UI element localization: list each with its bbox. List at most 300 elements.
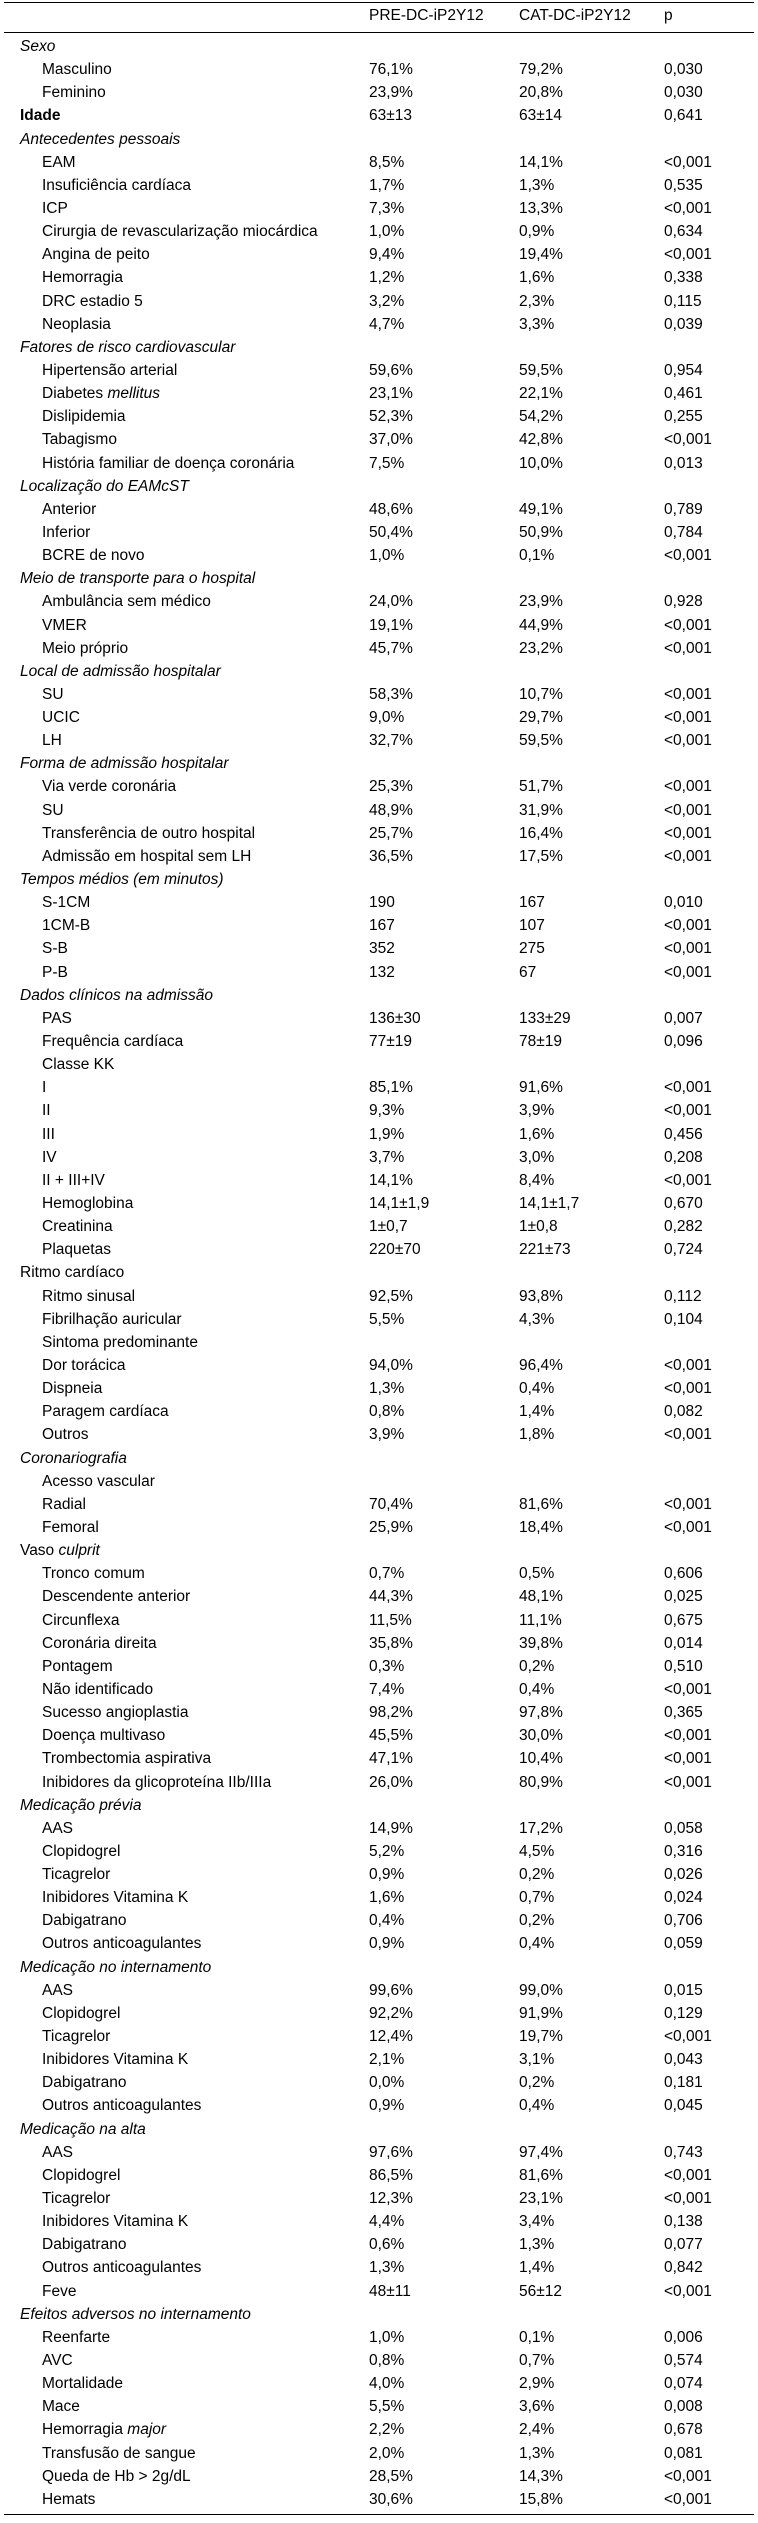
value-cat: 1,4% (519, 2259, 555, 2277)
p-value: 0,678 (664, 2421, 703, 2439)
p-value: <0,001 (664, 1680, 712, 1698)
row-label (42, 2259, 201, 2277)
p-value: 0,670 (664, 1195, 703, 1212)
table-row (0, 869, 758, 892)
value-cat: 107 (519, 917, 545, 935)
row-label-text: Cirurgia de revascularização miocárdica (42, 223, 318, 241)
value-pre: 85,1% (369, 1079, 413, 1097)
row-label-text: Ticagrelor (42, 2190, 111, 2208)
value-pre: 1,3% (369, 1380, 405, 1398)
value-pre: 0,6% (369, 2236, 405, 2254)
value-pre: 50,4% (369, 523, 413, 541)
p-value: <0,001 (664, 199, 712, 217)
row-label (42, 547, 145, 565)
row-label-text: Descendente anterior (42, 1588, 191, 1606)
value-pre: 47,1% (369, 1750, 413, 1768)
table-row (0, 175, 758, 198)
value-cat: 18,4% (519, 1518, 563, 1536)
value-pre: 190 (369, 894, 395, 912)
p-value: <0,001 (664, 801, 712, 819)
row-label (20, 663, 221, 681)
row-label-text: Ritmo cardíaco (20, 1264, 125, 1282)
table-row (0, 591, 758, 614)
row-label (20, 2121, 146, 2139)
row-label (42, 154, 76, 172)
value-cat: 0,5% (519, 1565, 555, 1583)
row-label (42, 1218, 113, 1236)
row-label-text: Hemoglobina (42, 1195, 134, 1212)
row-label-text: Clopidogrel (42, 1842, 121, 1860)
value-pre: 1±0,7 (369, 1218, 408, 1236)
value-pre: 2,1% (369, 2051, 405, 2069)
value-pre: 12,3% (369, 2190, 413, 2208)
row-label (42, 1519, 99, 1537)
value-cat: 4,5% (519, 1842, 555, 1860)
row-label-text: Inibidores Vitamina K (42, 2051, 189, 2069)
value-cat: 19,7% (519, 2028, 563, 2046)
value-pre: 99,6% (369, 1981, 413, 1999)
p-value: 0,461 (664, 385, 703, 403)
p-value: 0,074 (664, 2375, 703, 2393)
row-label-text: Dabigatrano (42, 2236, 127, 2254)
table-row (0, 105, 758, 128)
row-label-text: Medicação prévia (20, 1796, 142, 1814)
row-label-text: Medicação no internamento (20, 1958, 212, 1976)
value-pre: 2,0% (369, 2444, 405, 2462)
value-pre: 44,3% (369, 1588, 413, 1606)
row-label-text: Não identificado (42, 1680, 154, 1698)
row-label-text: Outros anticoagulantes (42, 2097, 202, 2115)
table-header (0, 5, 758, 33)
row-label (42, 1426, 89, 1444)
p-value: <0,001 (664, 940, 712, 958)
p-value: 0,045 (664, 2097, 703, 2115)
value-cat: 0,1% (519, 2328, 555, 2346)
row-label-italic: major (127, 2421, 167, 2439)
value-pre: 1,3% (369, 2259, 405, 2277)
value-pre: 167 (369, 917, 395, 935)
p-value: 0,082 (664, 1403, 703, 1421)
row-label (42, 2190, 110, 2208)
row-label (42, 1403, 169, 1421)
p-value: <0,001 (664, 1079, 712, 1097)
value-pre: 4,4% (369, 2213, 405, 2231)
p-value: 0,030 (664, 61, 703, 79)
p-value: 0,077 (664, 2236, 703, 2254)
table-row (0, 661, 758, 684)
value-pre: 14,1±1,9 (369, 1195, 430, 1212)
table-row (0, 2419, 758, 2442)
value-cat: 23,9% (519, 593, 563, 611)
table-row (0, 1795, 758, 1818)
row-label (42, 1010, 72, 1028)
p-value: 0,059 (664, 1935, 703, 1953)
value-cat: 80,9% (519, 1773, 563, 1791)
table-row (0, 1262, 758, 1285)
row-label (42, 84, 106, 102)
value-pre: 136±30 (369, 1009, 421, 1027)
row-label (42, 640, 128, 658)
value-pre: 48,9% (369, 801, 413, 819)
value-cat: 50,9% (519, 523, 563, 541)
row-label (42, 1056, 114, 1074)
value-cat: 1,6% (519, 1125, 555, 1143)
p-value: <0,001 (664, 2190, 712, 2208)
table-row (0, 337, 758, 360)
value-pre: 1,0% (369, 547, 405, 565)
table-bottom-rule (4, 2514, 754, 2515)
value-cat: 3,4% (519, 2213, 555, 2231)
row-label-text: Feve (42, 2282, 77, 2300)
value-cat: 16,4% (519, 824, 563, 842)
value-cat: 78±19 (519, 1033, 562, 1051)
header-col-p: p (664, 7, 673, 24)
value-cat: 42,8% (519, 431, 563, 449)
value-cat: 97,8% (519, 1704, 563, 1722)
value-cat: 1,3% (519, 2236, 555, 2254)
row-label (42, 917, 90, 935)
p-value: 0,138 (664, 2213, 703, 2231)
table-row (0, 1008, 758, 1031)
table-row (0, 1725, 758, 1748)
row-label-text: Hemats (42, 2490, 96, 2508)
value-pre: 3,9% (369, 1426, 405, 1444)
row-label (20, 987, 213, 1005)
row-label (20, 1542, 100, 1560)
value-cat: 3,3% (519, 315, 555, 333)
value-pre: 35,8% (369, 1634, 413, 1652)
p-value: 0,181 (664, 2074, 703, 2092)
value-cat: 81,6% (519, 2166, 563, 2184)
row-label-text: Tabagismo (42, 431, 117, 449)
row-label (20, 2306, 251, 2324)
table-row (0, 1378, 758, 1401)
value-pre: 23,1% (369, 385, 413, 403)
row-label-text: PAS (42, 1009, 72, 1027)
table-row (0, 1933, 758, 1956)
value-pre: 45,7% (369, 639, 413, 657)
table-row (0, 360, 758, 383)
row-label-text: Dislipidemia (42, 408, 126, 426)
row-label (42, 2028, 110, 2046)
row-label (20, 478, 189, 496)
value-pre: 5,5% (369, 1310, 405, 1328)
value-cat: 79,2% (519, 61, 563, 79)
row-label-text: Mace (42, 2398, 80, 2416)
value-cat: 275 (519, 940, 545, 958)
table-row (0, 1170, 758, 1193)
value-cat: 8,4% (519, 1171, 555, 1189)
table-row (0, 1864, 758, 1887)
p-value: <0,001 (664, 1518, 712, 1536)
value-pre: 32,7% (369, 732, 413, 750)
value-pre: 94,0% (369, 1356, 413, 1374)
value-pre: 76,1% (369, 61, 413, 79)
p-value: 0,282 (664, 1218, 703, 1236)
value-cat: 97,4% (519, 2143, 563, 2161)
value-cat: 19,4% (519, 246, 563, 264)
value-pre: 352 (369, 940, 395, 958)
row-label-text: EAM (42, 153, 76, 171)
p-value: 0,675 (664, 1611, 703, 1629)
row-label-text: Hemorragia (42, 269, 123, 287)
p-value: 0,096 (664, 1033, 703, 1051)
table-row (0, 2072, 758, 2095)
table-row (0, 522, 758, 545)
value-cat: 15,8% (519, 2490, 563, 2508)
p-value: 0,030 (664, 84, 703, 102)
table-row (0, 1124, 758, 1147)
row-label-text: S-1CM (42, 894, 91, 912)
p-value: 0,010 (664, 894, 703, 912)
row-label-text: Paragem cardíaca (42, 1403, 169, 1421)
value-pre: 52,3% (369, 408, 413, 426)
row-label-text: Coronariografia (20, 1449, 127, 1467)
p-value: <0,001 (664, 685, 712, 703)
row-label (42, 894, 90, 912)
table-row (0, 2142, 758, 2165)
value-pre: 0,7% (369, 1565, 405, 1583)
table-row (0, 453, 758, 476)
p-value: <0,001 (664, 847, 712, 865)
row-label-text: Inibidores da glicoproteína IIb/IIIa (42, 1773, 272, 1791)
table-row (0, 1656, 758, 1679)
row-label-text: Sucesso angioplastia (42, 1704, 189, 1722)
row-label-text: Angina de peito (42, 246, 150, 264)
value-pre: 92,2% (369, 2004, 413, 2022)
p-value: 0,058 (664, 1819, 703, 1837)
table-row (0, 1563, 758, 1586)
row-label (42, 1912, 126, 1930)
row-label (42, 293, 143, 311)
row-label (42, 1079, 46, 1097)
value-pre: 30,6% (369, 2490, 413, 2508)
table-row (0, 1957, 758, 1980)
value-pre: 97,6% (369, 2143, 413, 2161)
table-row (0, 1031, 758, 1054)
row-label-text: Ticagrelor (42, 2028, 111, 2046)
value-cat: 0,4% (519, 1680, 555, 1698)
p-value: <0,001 (664, 2166, 712, 2184)
value-cat: 30,0% (519, 1727, 563, 1745)
table-row (0, 1332, 758, 1355)
row-label-text: Sexo (20, 38, 56, 55)
value-cat: 17,5% (519, 847, 563, 865)
row-label (42, 2352, 73, 2370)
row-label (42, 1681, 153, 1699)
row-label-text: AAS (42, 2143, 74, 2161)
value-cat: 14,3% (519, 2467, 563, 2485)
value-pre: 0,8% (369, 2352, 405, 2370)
value-pre: 0,0% (369, 2074, 405, 2092)
p-value: <0,001 (664, 431, 712, 449)
table-row (0, 545, 758, 568)
row-label-text: Inibidores Vitamina K (42, 2213, 189, 2231)
row-label (42, 2005, 120, 2023)
value-pre: 0,4% (369, 1912, 405, 1930)
row-label-text: Meio de transporte para o hospital (20, 570, 256, 588)
p-value: 0,784 (664, 523, 703, 541)
value-cat: 39,8% (519, 1634, 563, 1652)
table-row (0, 915, 758, 938)
row-label (42, 2213, 188, 2231)
row-label-text: Via verde coronária (42, 778, 177, 796)
table-row (0, 2165, 758, 2188)
table-row (0, 82, 758, 105)
row-label-text: LH (42, 732, 62, 750)
row-label-text: Dabigatrano (42, 2074, 127, 2092)
table-row (0, 36, 758, 59)
table-row (0, 776, 758, 799)
row-label-text: Clopidogrel (42, 2166, 121, 2184)
row-label (42, 2144, 73, 2162)
row-label-text: SU (42, 801, 64, 819)
table-row (0, 2003, 758, 2026)
row-label-text: Diabetes (42, 385, 108, 403)
value-pre: 59,6% (369, 361, 413, 379)
row-label-text: IV (42, 1148, 57, 1166)
value-cat: 1,6% (519, 269, 555, 287)
value-pre: 4,0% (369, 2375, 405, 2393)
header-col-pre: PRE-DC-iP2Y12 (369, 7, 484, 24)
p-value: 0,954 (664, 361, 703, 379)
value-cat: 221±73 (519, 1241, 571, 1259)
row-label (42, 1195, 133, 1213)
value-pre: 48±11 (369, 2282, 411, 2300)
value-cat: 0,4% (519, 1380, 555, 1398)
value-cat: 14,1% (519, 153, 563, 171)
value-cat: 59,5% (519, 732, 563, 750)
row-label-text: I (42, 1079, 47, 1097)
table-row (0, 244, 758, 267)
p-value: 0,255 (664, 408, 703, 426)
table-row (0, 2026, 758, 2049)
table-row (0, 2119, 758, 2142)
value-pre: 12,4% (369, 2028, 413, 2046)
table-row (0, 1517, 758, 1540)
row-label-text: Idade (20, 107, 61, 125)
row-label (42, 2097, 201, 2115)
value-cat: 1,3% (519, 176, 555, 194)
value-cat: 31,9% (519, 801, 563, 819)
row-label-text: Fatores de risco cardiovascular (20, 338, 236, 356)
row-label (42, 455, 294, 473)
table-row (0, 267, 758, 290)
table-row (0, 1401, 758, 1424)
row-label (42, 2236, 126, 2254)
p-value: 0,606 (664, 1565, 703, 1583)
value-pre: 11,5% (369, 1611, 412, 1629)
table-row (0, 1239, 758, 1262)
row-label-text: Masculino (42, 61, 112, 79)
p-value: <0,001 (664, 2490, 712, 2508)
p-value: <0,001 (664, 732, 712, 750)
p-value: 0,634 (664, 223, 703, 241)
p-value: 0,104 (664, 1310, 703, 1328)
value-cat: 0,4% (519, 1935, 555, 1953)
table-row (0, 152, 758, 175)
p-value: 0,081 (664, 2444, 703, 2462)
table-row (0, 59, 758, 82)
p-value: 0,928 (664, 593, 703, 611)
row-label (42, 709, 80, 727)
p-value: <0,001 (664, 963, 712, 981)
row-label (42, 1820, 73, 1838)
table-row (0, 985, 758, 1008)
value-cat: 63±14 (519, 107, 562, 125)
header-col-cat: CAT-DC-iP2Y12 (519, 7, 631, 24)
p-value: 0,724 (664, 1241, 703, 1259)
row-label (42, 1126, 55, 1144)
p-value: 0,026 (664, 1866, 703, 1884)
row-label (42, 1635, 157, 1653)
value-cat: 96,4% (519, 1356, 563, 1374)
value-cat: 29,7% (519, 709, 563, 727)
row-label (42, 1935, 201, 1953)
p-value: 0,456 (664, 1125, 703, 1143)
row-label-text: Tempos médios (em minutos) (20, 871, 224, 889)
row-label (20, 570, 255, 588)
p-value: <0,001 (664, 2282, 712, 2300)
value-pre: 48,6% (369, 500, 413, 518)
table-row (0, 1818, 758, 1841)
table-row (0, 1100, 758, 1123)
row-label-text: AAS (42, 1981, 74, 1999)
p-value: <0,001 (664, 824, 712, 842)
table-row (0, 499, 758, 522)
value-cat: 3,9% (519, 1102, 555, 1120)
p-value: <0,001 (664, 1102, 712, 1120)
value-cat: 0,1% (519, 547, 555, 565)
table-row (0, 2211, 758, 2234)
value-pre: 70,4% (369, 1495, 413, 1513)
p-value: <0,001 (664, 1426, 712, 1444)
row-label (20, 871, 224, 889)
row-label-text: Admissão em hospital sem LH (42, 847, 252, 865)
value-cat: 93,8% (519, 1287, 563, 1305)
row-label (20, 1959, 211, 1977)
row-label (42, 1357, 126, 1375)
p-value: <0,001 (664, 547, 712, 565)
row-label (42, 1311, 182, 1329)
row-label (42, 1473, 155, 1491)
table-row (0, 1494, 758, 1517)
table-row (0, 1193, 758, 1216)
table-row (0, 2489, 758, 2512)
row-label-text: Neoplasia (42, 315, 111, 333)
row-label-text: Dados clínicos na admissão (20, 986, 213, 1004)
row-label-text: Transfusão de sangue (42, 2444, 196, 2462)
row-label-text: Circunflexa (42, 1611, 120, 1629)
row-label-text: Meio próprio (42, 639, 129, 657)
row-label (42, 2167, 120, 2185)
value-pre: 26,0% (369, 1773, 413, 1791)
row-label-text: Medicação na alta (20, 2120, 146, 2138)
table-row (0, 1633, 758, 1656)
p-value: <0,001 (664, 616, 712, 634)
value-cat: 133±29 (519, 1009, 571, 1027)
p-value: 0,115 (664, 292, 702, 310)
p-value: <0,001 (664, 1750, 712, 1768)
row-label-text: Clopidogrel (42, 2004, 121, 2022)
value-cat: 1±0,8 (519, 1218, 558, 1236)
value-pre: 7,3% (369, 199, 405, 217)
p-value: <0,001 (664, 778, 712, 796)
row-label (42, 1866, 110, 1884)
row-label-text: Insuficiência cardíaca (42, 176, 192, 194)
value-cat: 11,1% (519, 1611, 562, 1629)
value-cat: 2,9% (519, 2375, 555, 2393)
